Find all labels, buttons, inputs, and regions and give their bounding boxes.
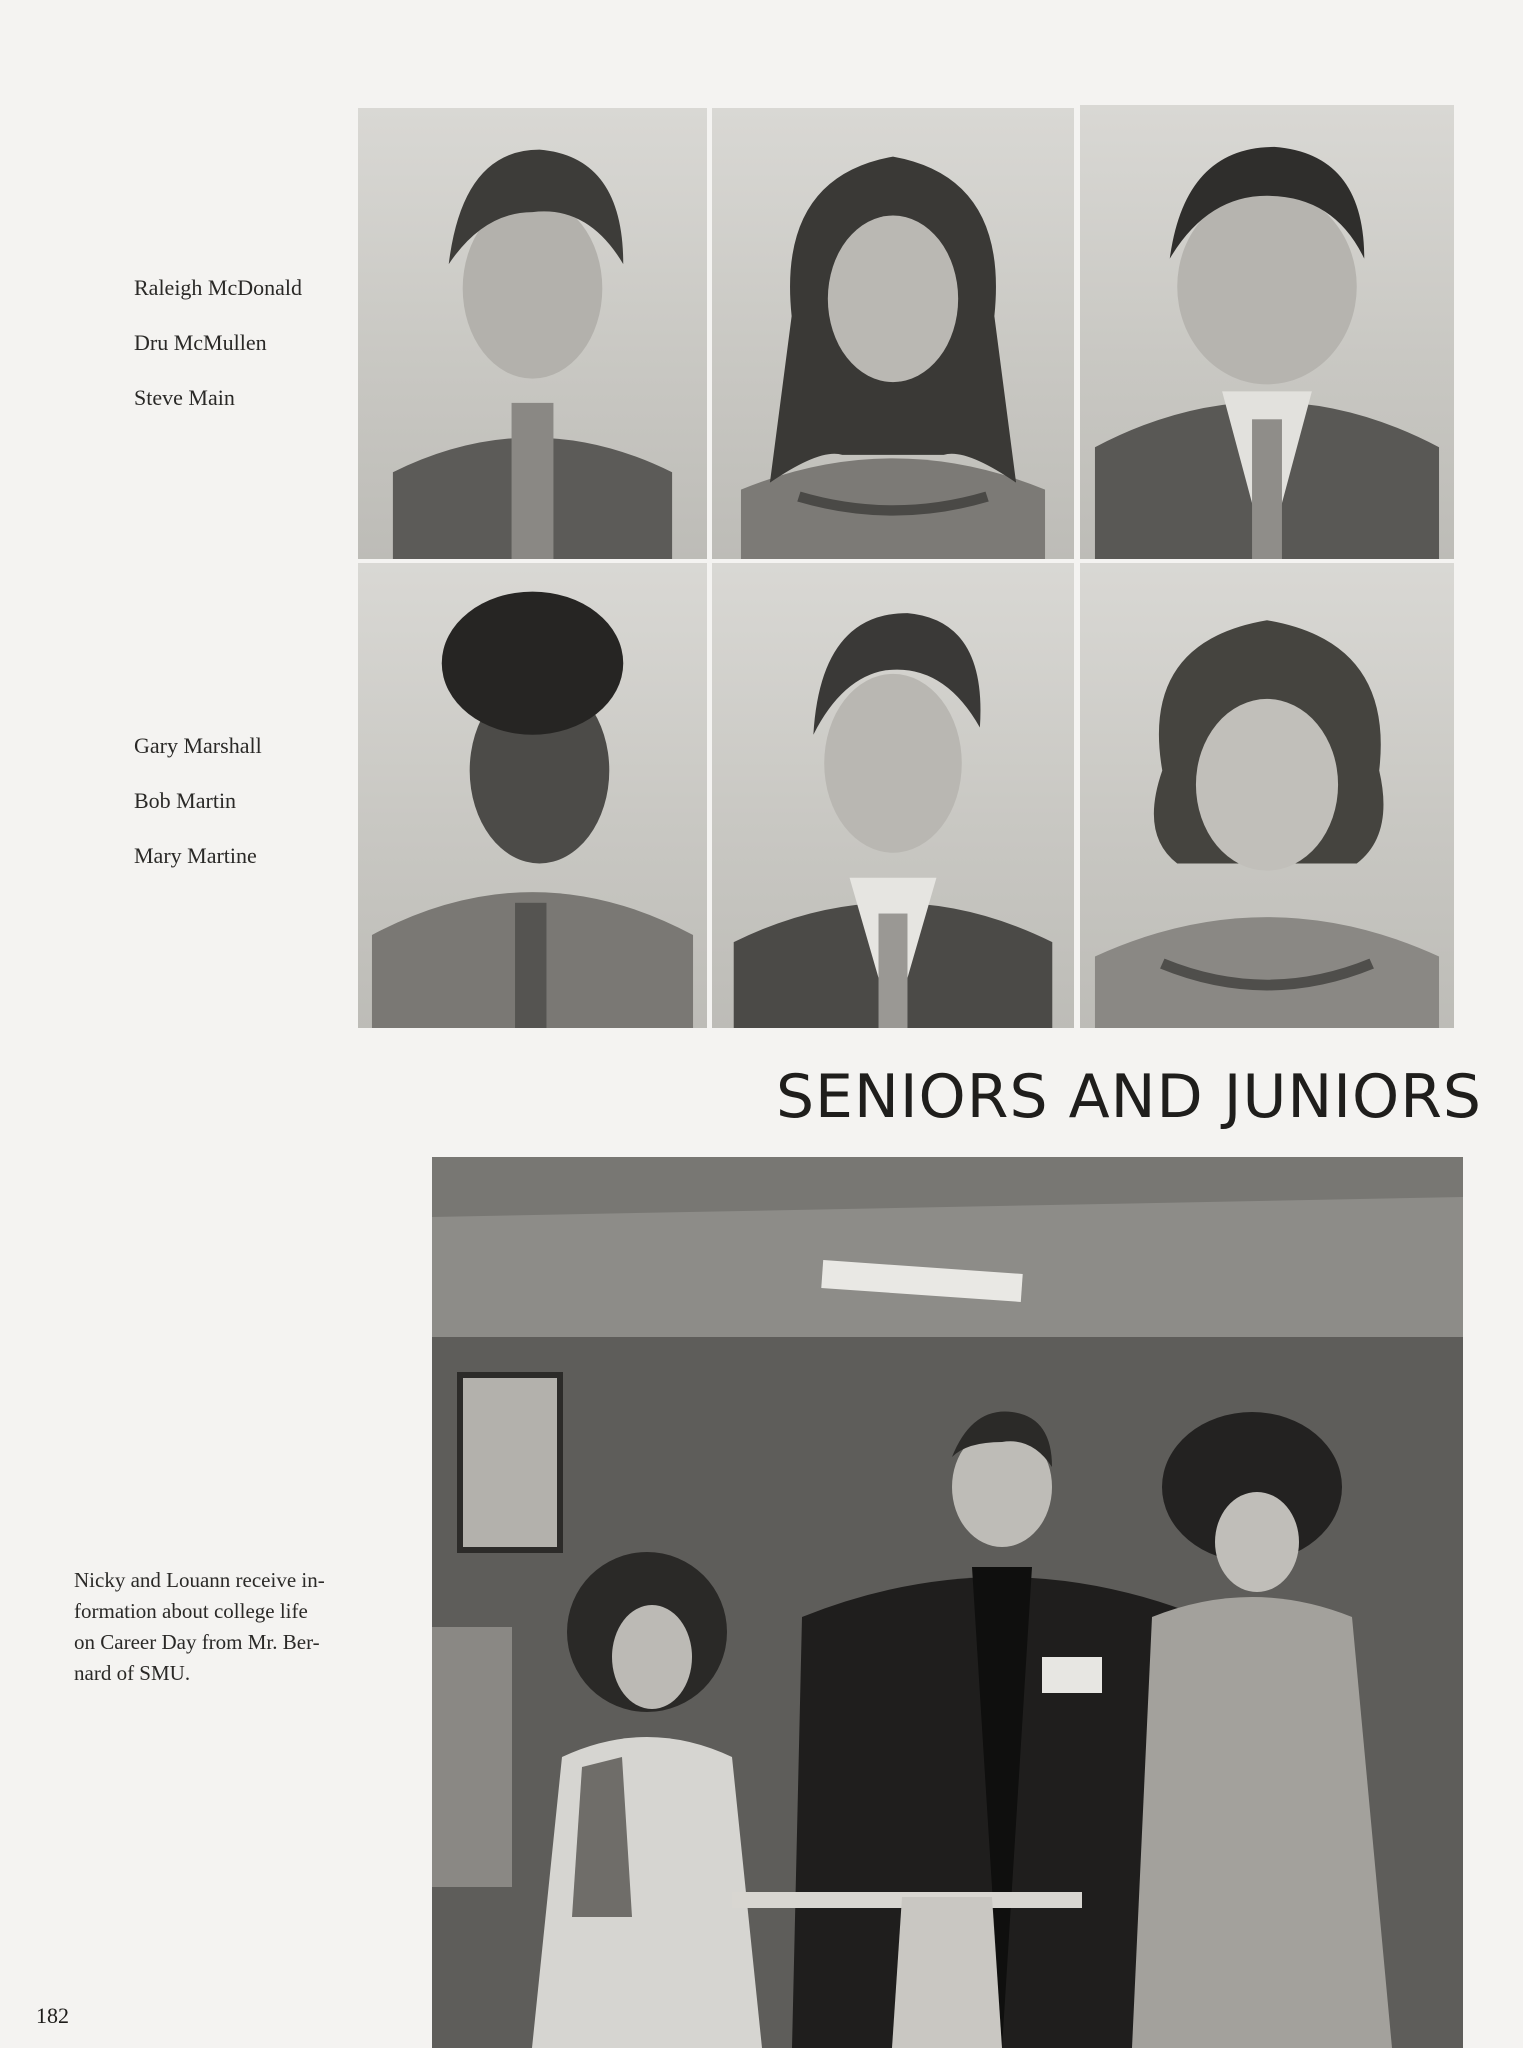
group-photo	[432, 1157, 1463, 2048]
name: Bob Martin	[134, 788, 237, 813]
caption-line: formation about college life	[74, 1599, 308, 1623]
photo-caption	[74, 1565, 404, 1689]
name: Gary Marshall	[134, 733, 262, 758]
page-number: 182	[36, 2003, 69, 2028]
name-list-row-1	[134, 260, 302, 425]
portrait-photo	[1080, 563, 1454, 1028]
portrait-photo	[358, 108, 707, 559]
name-list-row-2	[134, 718, 262, 883]
caption-line: nard of SMU.	[74, 1661, 191, 1685]
page-title: SENIORS AND JUNIORS	[775, 1062, 1482, 1132]
name: Steve Main	[134, 385, 235, 410]
name: Dru McMullen	[134, 330, 267, 355]
portrait-photo	[712, 108, 1074, 559]
name: Raleigh McDonald	[134, 275, 303, 300]
caption-line: on Career Day from Mr. Ber-	[74, 1630, 320, 1654]
name: Mary Martine	[134, 843, 257, 868]
portrait-photo	[1080, 105, 1454, 559]
portrait-photo	[358, 563, 707, 1028]
portrait-photo	[712, 563, 1074, 1028]
caption-line: Nicky and Louann receive in-	[74, 1568, 325, 1592]
